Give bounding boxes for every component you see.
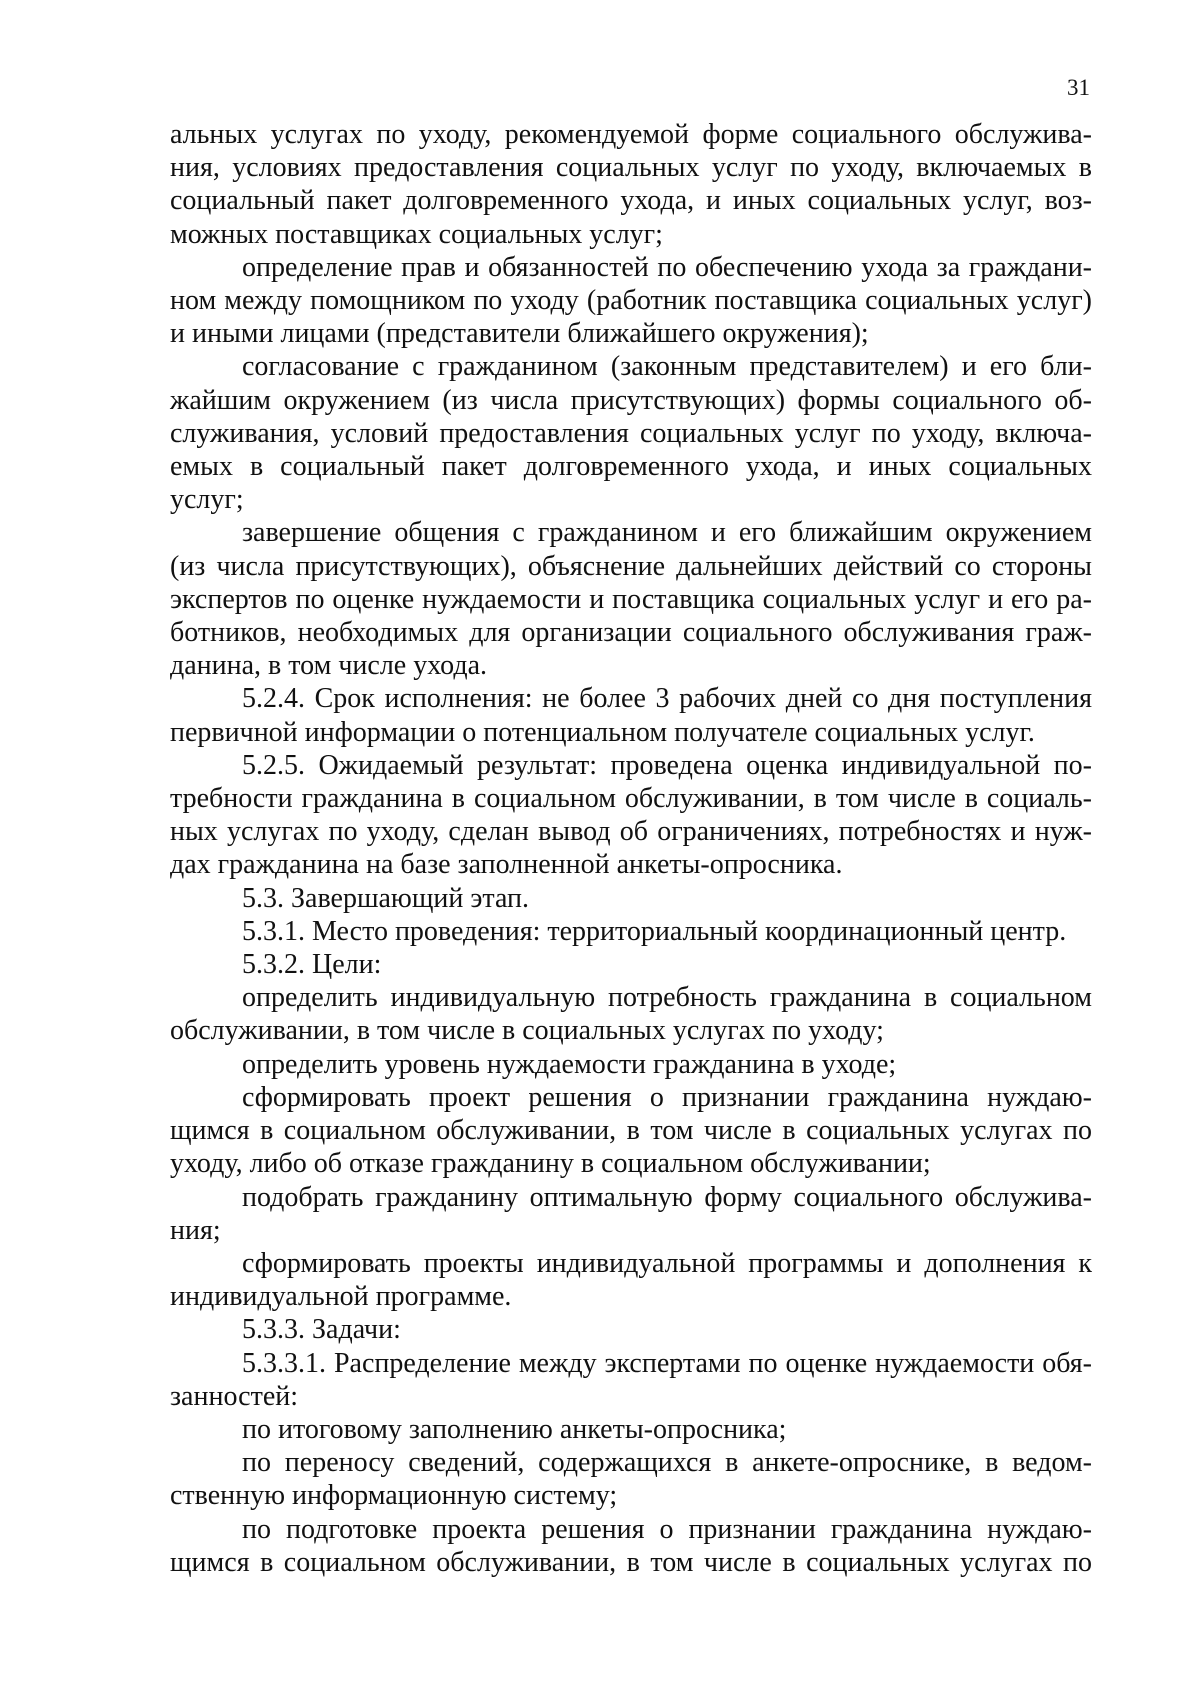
text-line: 5.3.3. Задачи: <box>242 1314 401 1346</box>
text-line: 5.3.1. Место проведения: территориальный координационный центр. <box>242 915 1067 947</box>
text-line: емых в социальный пакет долговременного ухода, и иных социальных <box>170 451 1092 483</box>
text-line: по итоговому заполнению анкеты-опросника; <box>242 1413 787 1445</box>
page-number: 31 <box>1067 75 1090 100</box>
text-line: уходу, либо об отказе гражданину в социальном обслуживании; <box>170 1148 931 1180</box>
text-line: жайшим окружением (из числа присутствующих) формы социального об- <box>170 384 1092 416</box>
text-line: завершение общения с гражданином и его ближайшим окружением <box>242 517 1092 549</box>
text-line: ния; <box>170 1214 221 1246</box>
text-line: ных услугах по уходу, сделан вывод об ограничениях, потребностях и нуж- <box>170 816 1092 848</box>
text-line: индивидуальной программе. <box>170 1281 512 1313</box>
text-line: (из числа присутствующих), объяснение дальнейших действий со стороны <box>170 550 1092 582</box>
text-line: определение прав и обязанностей по обеспечению ухода за граждани- <box>242 251 1092 283</box>
text-line: 5.3.3.1. Распределение между экспертами по оценке нуждаемости обя- <box>242 1347 1092 1379</box>
text-line: и иными лицами (представители ближайшего окружения); <box>170 318 869 350</box>
text-line: ном между помощником по уходу (работник поставщика социальных услуг) <box>170 285 1092 317</box>
text-line: по переносу сведений, содержащихся в анкете-опроснике, в ведом- <box>242 1447 1092 1479</box>
text-line: определить индивидуальную потребность гражданина в социальном <box>242 982 1092 1014</box>
text-line: услуг; <box>170 484 244 516</box>
text-line: щимся в социальном обслуживании, в том числе в социальных услугах по <box>170 1546 1092 1578</box>
text-line: социальный пакет долговременного ухода, и иных социальных услуг, воз- <box>170 185 1092 217</box>
text-line: обслуживании, в том числе в социальных услугах по уходу; <box>170 1015 884 1047</box>
text-line: экспертов по оценке нуждаемости и поставщика социальных услуг и его ра- <box>170 583 1092 615</box>
text-line: щимся в социальном обслуживании, в том числе в социальных услугах по <box>170 1115 1092 1147</box>
text-line: согласование с гражданином (законным представителем) и его бли- <box>242 351 1092 383</box>
text-line: по подготовке проекта решения о признании гражданина нуждаю- <box>242 1513 1092 1545</box>
text-line: первичной информации о потенциальном получателе социальных услуг. <box>170 716 1035 748</box>
text-line: 5.3.2. Цели: <box>242 949 382 981</box>
document-body <box>170 118 1092 1579</box>
text-line: данина, в том числе ухода. <box>170 650 488 682</box>
text-line: требности гражданина в социальном обслуживании, в том числе в социаль- <box>170 783 1092 815</box>
text-line: ственную информационную систему; <box>170 1480 618 1512</box>
text-line: занностей: <box>170 1380 299 1412</box>
text-line: можных поставщиках социальных услуг; <box>170 218 663 250</box>
text-line: сформировать проекты индивидуальной программы и дополнения к <box>242 1247 1092 1279</box>
text-line: сформировать проект решения о признании гражданина нуждаю- <box>242 1081 1092 1113</box>
text-line: 5.2.5. Ожидаемый результат: проведена оценка индивидуальной по- <box>242 749 1092 781</box>
text-line: служивания, условий предоставления социальных услуг по уходу, включа- <box>170 417 1092 449</box>
text-line: подобрать гражданину оптимальную форму социального обслужива- <box>242 1181 1092 1213</box>
text-line: определить уровень нуждаемости гражданина в уходе; <box>242 1048 897 1080</box>
text-line: 5.2.4. Срок исполнения: не более 3 рабочих дней со дня поступления <box>242 683 1092 715</box>
text-line: 5.3. Завершающий этап. <box>242 882 530 914</box>
text-line: ботников, необходимых для организации социального обслуживания граж- <box>170 617 1092 649</box>
text-line: альных услугах по уходу, рекомендуемой форме социального обслужива- <box>170 119 1092 150</box>
text-line: дах гражданина на базе заполненной анкеты-опросника. <box>170 849 843 881</box>
text-line: ния, условиях предоставления социальных услуг по уходу, включаемых в <box>170 152 1092 184</box>
